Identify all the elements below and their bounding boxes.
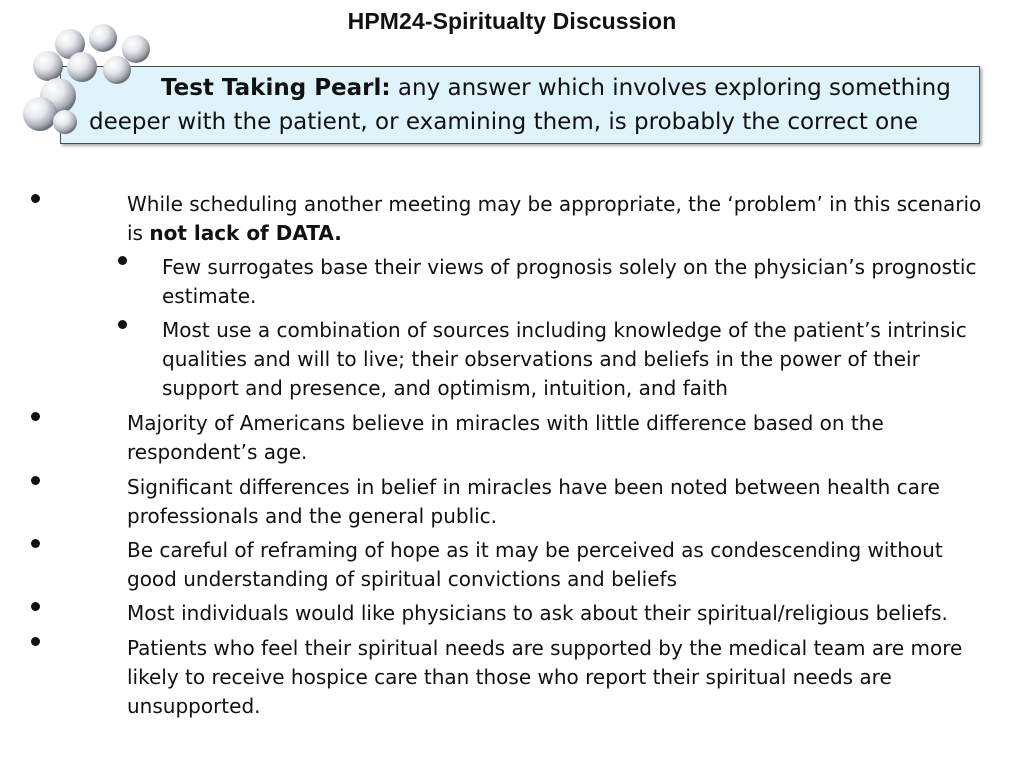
list-item-line: professionals and the general public. bbox=[127, 504, 498, 528]
bullet-marker bbox=[31, 539, 40, 548]
pearl-text-1: any answer which involves exploring something bbox=[390, 75, 951, 101]
list-item-line: Most individuals would like physicians to ask about their spiritual/religious beliefs. bbox=[127, 601, 948, 625]
bullet-marker bbox=[31, 412, 40, 421]
bullet-marker bbox=[31, 476, 40, 485]
list-item-line: Most use a combination of sources including knowledge of the patient’s intrinsic bbox=[162, 318, 967, 342]
sub-bullet-marker bbox=[118, 320, 127, 329]
list-item-line bbox=[127, 219, 342, 248]
list-item-line: respondent’s age. bbox=[127, 440, 308, 464]
list-item-line: Significant differences in belief in miracles have been noted between health care bbox=[127, 475, 940, 499]
pearl-callout-line-2: deeper with the patient, or examining them, is probably the correct one bbox=[89, 109, 918, 135]
list-item-line: Few surrogates base their views of prognosis solely on the physician’s prognostic bbox=[162, 255, 977, 279]
list-item-line: Be careful of reframing of hope as it may be perceived as condescending without bbox=[127, 538, 943, 562]
list-item-line: While scheduling another meeting may be appropriate, the ‘problem’ in this scenario bbox=[127, 192, 982, 216]
list-item-emphasis: not lack of DATA. bbox=[149, 221, 342, 245]
list-item-line: unsupported. bbox=[127, 694, 261, 718]
list-item-line: support and presence, and optimism, intuition, and faith bbox=[162, 376, 728, 400]
bullet-marker bbox=[31, 637, 40, 646]
slide-title: HPM24-Spiritualty Discussion bbox=[347, 8, 677, 34]
pearl-label: Test Taking Pearl: bbox=[161, 75, 391, 101]
bullet-marker bbox=[31, 602, 40, 611]
bullet-marker bbox=[31, 194, 40, 203]
list-item-line: likely to receive hospice care than those who report their spiritual needs are bbox=[127, 665, 892, 689]
list-item-line: Patients who feel their spiritual needs are supported by the medical team are more bbox=[127, 636, 963, 660]
list-item-line: qualities and will to live; their observations and beliefs in the power of their bbox=[162, 347, 920, 371]
list-item-line: good understanding of spiritual convictions and beliefs bbox=[127, 567, 677, 591]
list-item-prefix: is bbox=[127, 221, 150, 245]
list-item-line: Majority of Americans believe in miracles with little difference based on the bbox=[127, 411, 884, 435]
sub-bullet-marker bbox=[118, 256, 127, 265]
list-item-line: estimate. bbox=[162, 284, 257, 308]
